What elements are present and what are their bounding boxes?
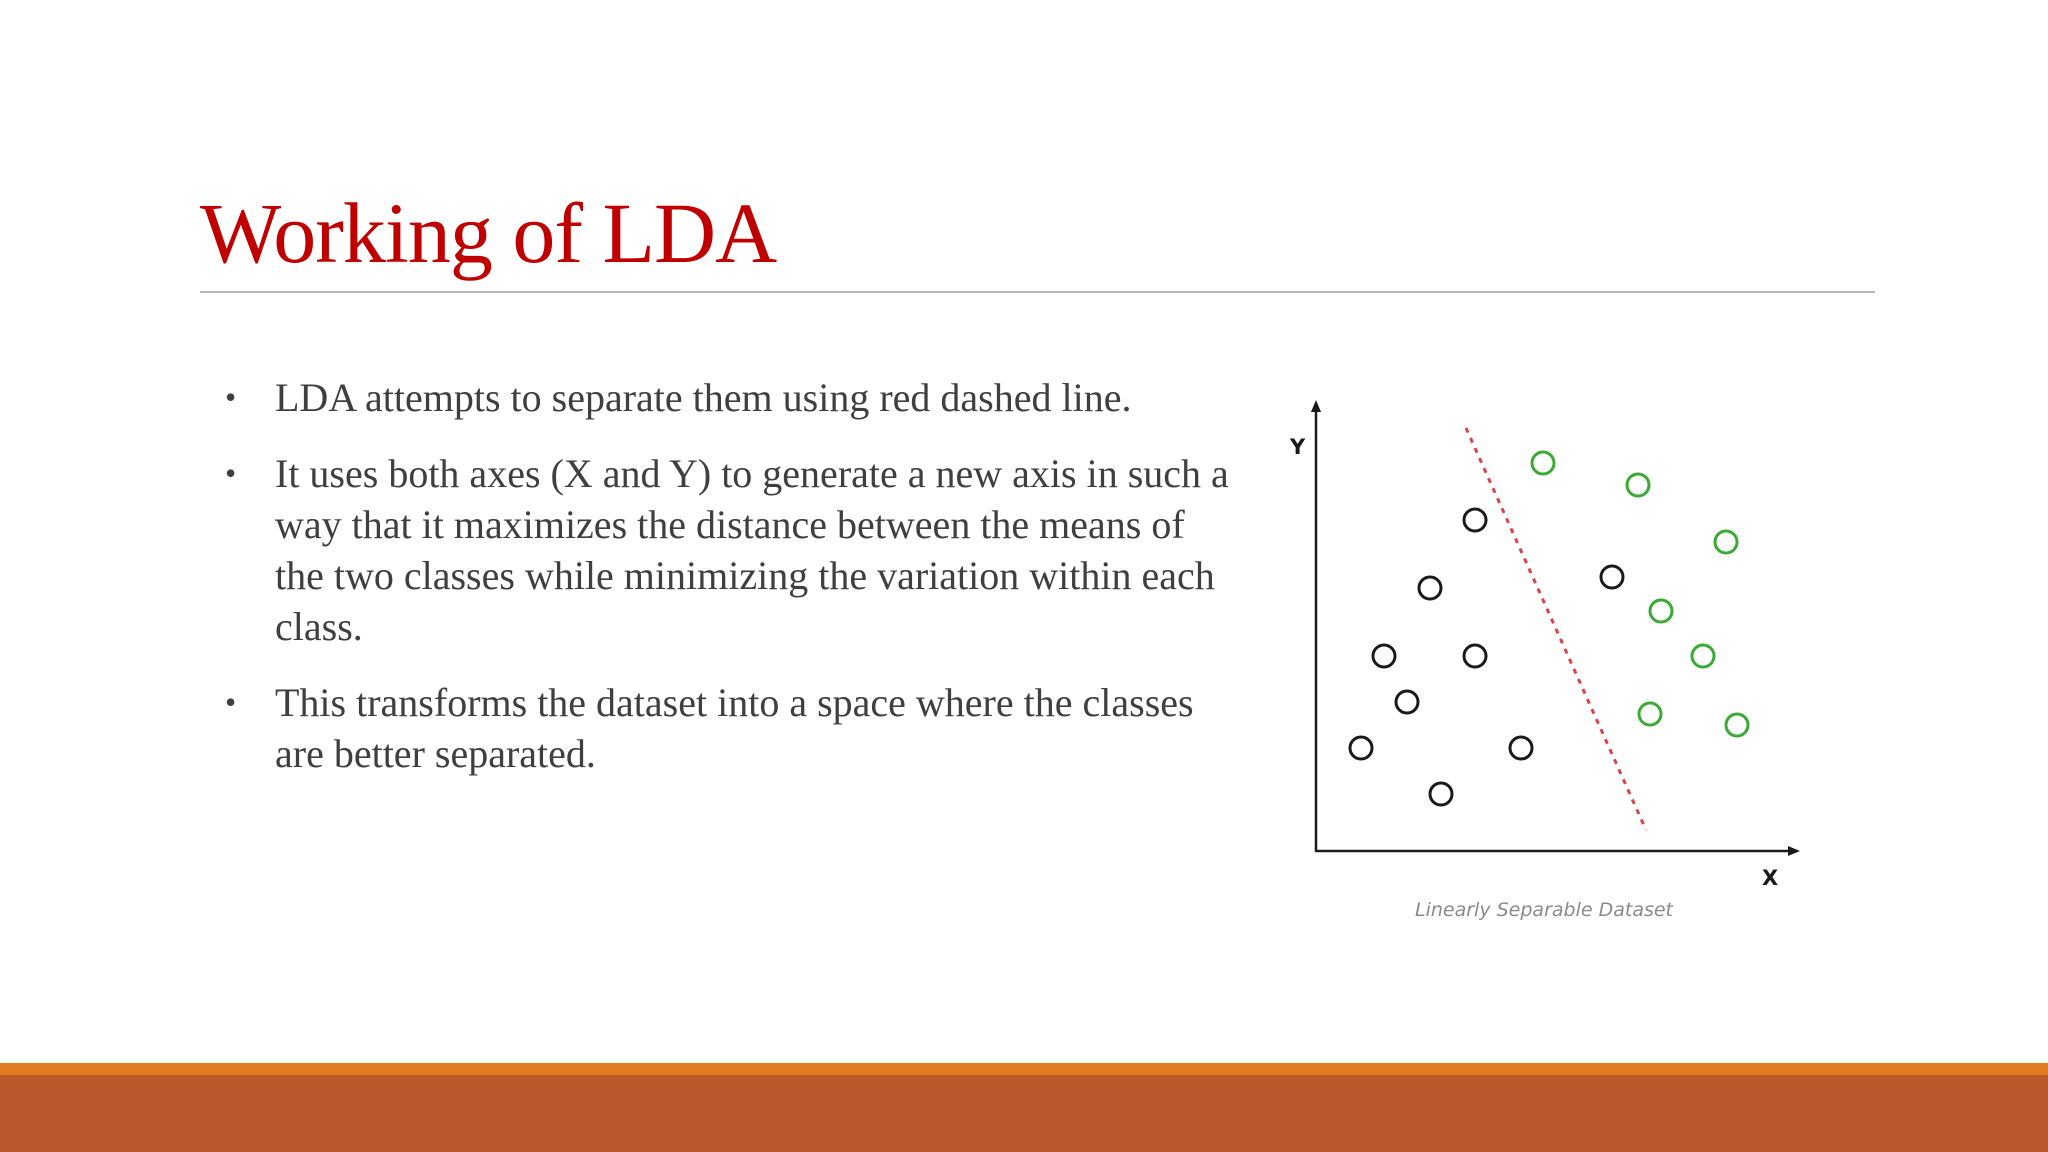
bullet-icon: • <box>225 379 237 415</box>
y-axis-label: Y <box>1290 435 1306 459</box>
bullet-item <box>225 448 1235 652</box>
class-a-points <box>1350 509 1623 805</box>
bullet-list <box>225 372 1235 804</box>
data-point-class-a <box>1464 645 1486 667</box>
data-point-class-b <box>1692 645 1714 667</box>
bullet-icon: • <box>225 455 237 491</box>
data-point-class-b <box>1650 600 1672 622</box>
slide-title: Working of LDA <box>200 185 777 281</box>
bullet-text: LDA attempts to separate them using red dashed line. <box>275 375 1132 420</box>
data-point-class-b <box>1627 474 1649 496</box>
data-point-class-a <box>1601 566 1623 588</box>
bullet-icon: • <box>225 684 237 720</box>
data-point-class-a <box>1464 509 1486 531</box>
bullet-item <box>225 372 1235 423</box>
bullet-item <box>225 677 1235 779</box>
data-point-class-a <box>1350 737 1372 759</box>
footer-bar <box>0 1075 2048 1152</box>
data-point-class-a <box>1373 645 1395 667</box>
data-point-class-a <box>1430 783 1452 805</box>
data-point-class-b <box>1726 714 1748 736</box>
data-point-class-a <box>1396 691 1418 713</box>
data-point-class-b <box>1639 703 1661 725</box>
x-axis-label: X <box>1762 866 1779 890</box>
lda-scatter-diagram <box>1270 390 1830 940</box>
class-b-points <box>1532 452 1748 736</box>
x-axis-arrow-icon <box>1788 846 1800 856</box>
data-point-class-b <box>1532 452 1554 474</box>
y-axis-arrow-icon <box>1311 400 1321 412</box>
footer-accent-stripe <box>0 1063 2048 1075</box>
data-point-class-a <box>1510 737 1532 759</box>
diagram-caption: Linearly Separable Dataset <box>1415 899 1673 921</box>
separator-dashed-line <box>1466 428 1646 830</box>
data-point-class-a <box>1419 577 1441 599</box>
title-divider <box>200 291 1875 293</box>
data-point-class-b <box>1715 531 1737 553</box>
bullet-text: This transforms the dataset into a space where the classes are better separated. <box>275 680 1194 776</box>
bullet-text: It uses both axes (X and Y) to generate a new axis in such a way that it maximizes the distance between the means of the two classes while minimizing the variation within each class. <box>275 451 1229 649</box>
